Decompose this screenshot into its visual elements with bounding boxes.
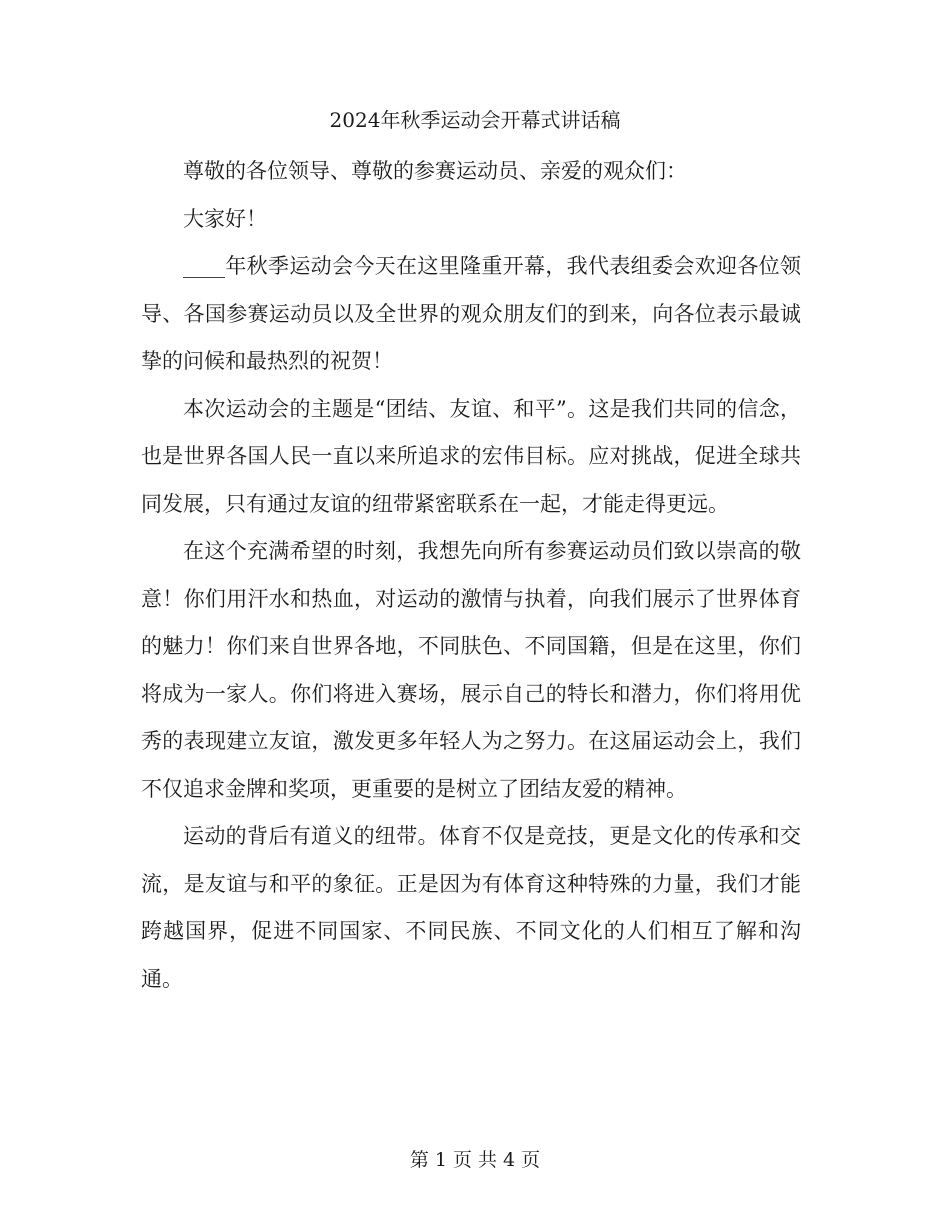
opening-paragraph: ____年秋季运动会今天在这里隆重开幕，我代表组委会欢迎各位领导、各国参赛运动员以及全世界的观众朋友们的到来，向各位表示最诚挚的问候和最热烈的祝贺！ [141, 254, 801, 373]
theme-paragraph: 本次运动会的主题是“团结、友谊、和平”。这是我们共同的信念，也是世界各国人民一直以来所追求的宏伟目标。应对挑战，促进全球共同发展，只有通过友谊的纽带紧密联系在一起，才能走得更远。 [141, 396, 801, 516]
salutation-paragraph: 尊敬的各位领导、尊敬的参赛运动员、亲爱的观众们： [183, 159, 687, 183]
culture-paragraph: 运动的背后有道义的纽带。体育不仅是竞技，更是文化的传承和交流，是友谊与和平的象征。正是因为有体育这种特殊的力量，我们才能跨越国界，促进不同国家、不同民族、不同文化的人们相互了解和沟通。 [141, 824, 801, 991]
document-title: 2024年秋季运动会开幕式讲话稿 [329, 108, 621, 132]
athletes-paragraph: 在这个充满希望的时刻，我想先向所有参赛运动员们致以崇高的敬意！你们用汗水和热血，对运动的激情与执着，向我们展示了世界体育的魅力！你们来自世界各地，不同肤色、不同国籍，但是在这里，你们将成为一家人。你们将进入赛场，展示自己的特长和潜力，你们将用优秀的表现建立友谊，激发更多年轻人为之努力。在这届运动会上，我们不仅追求金牌和奖项，更重要的是树立了团结友爱的精神。 [141, 539, 801, 801]
document-body [141, 148, 801, 1003]
page-number-footer: 第 1 页 共 4 页 [409, 1149, 541, 1171]
greeting-paragraph: 大家好！ [183, 206, 267, 231]
